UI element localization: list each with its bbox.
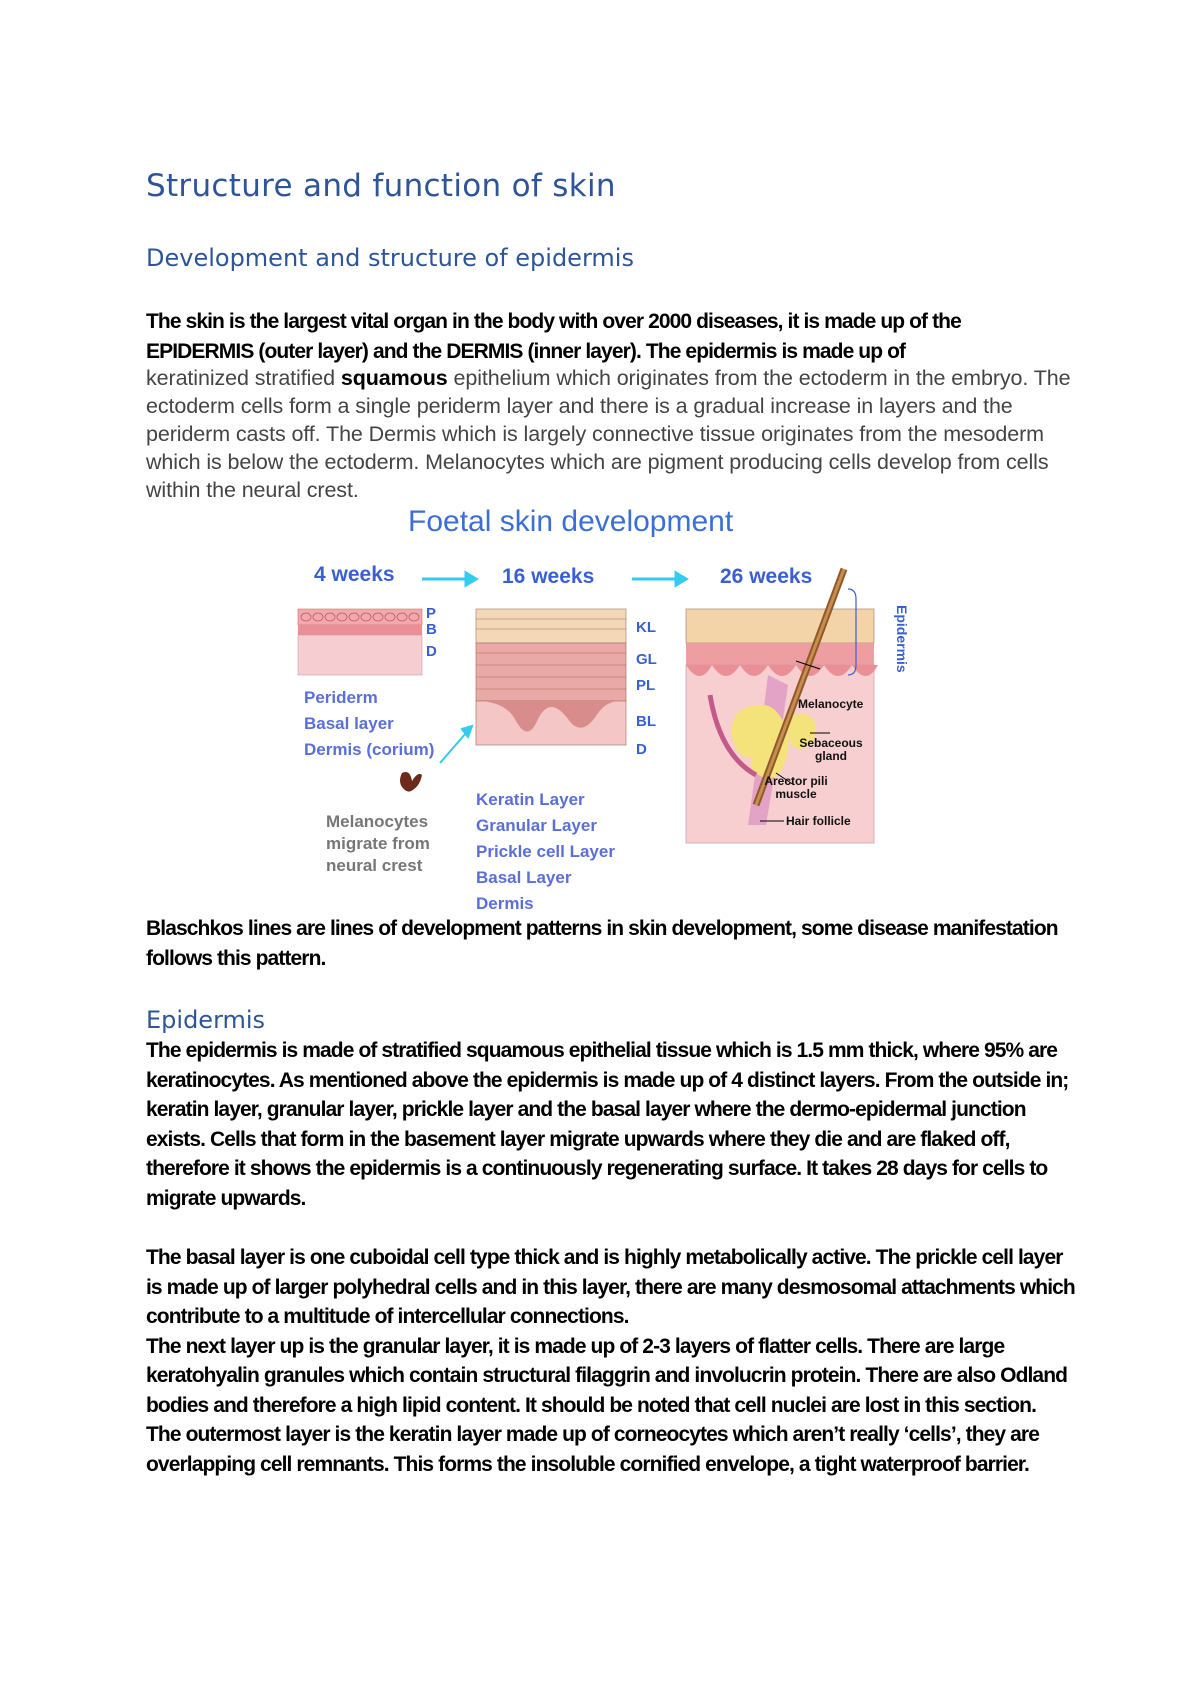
annotation-sebaceous-gland: Sebaceous gland [799,736,863,763]
melanocyte-note-line-3: neural crest [326,856,423,875]
annotation-arector-pili-muscle: Arector pili muscle [764,774,828,801]
melanocyte-pointer-arrow [440,726,472,763]
foetal-skin-figure [290,505,930,915]
figure-title: Foetal skin development [408,505,734,538]
legend-periderm: Periderm [304,688,378,707]
epidermis-paragraph-basal: The basal layer is one cuboidal cell type thick and is highly metabolically active. The prickle cell layer is made up of larger polyhedral cells and in this layer, there are many desmosomal attachments which contribute to a multitude of intercellular connections. [146,1246,1075,1328]
stage-16-weeks: 16 weeks [502,565,595,588]
section-heading-epidermis: Epidermis [146,1006,266,1034]
section-heading-development: Development and structure of epidermis [146,244,634,272]
annotation-melanocyte: Melanocyte [798,697,864,711]
intro-light-post: epithelium which originates from the ectoderm in the embryo. The ectoderm cells form a single periderm layer and there is a gradual increase in layers and the periderm casts off. The Dermis which is largely connective tissue originates from the mesoderm which is below the ectoderm. Melanocytes which are pigment producing cells develop from cells within the neural crest. [146,366,1071,502]
stage1-skin-block [298,609,422,675]
stage1-label-b: B [426,621,437,638]
melanocyte-note-line-2: migrate from [326,834,430,853]
document-title: Structure and function of skin [146,168,616,204]
intro-line-1: The skin is the largest vital organ in the body with over 2000 diseases, it is made up of the [146,310,961,333]
legend-keratin-layer: Keratin Layer [476,790,585,809]
blaschko-paragraph: Blaschkos lines are lines of development patterns in skin development, some disease manifestation follows this pattern. [146,917,1058,970]
legend-prickle-cell-layer: Prickle cell Layer [476,842,615,861]
stage-26-weeks: 26 weeks [720,565,813,588]
epidermis-vertical-label: Epidermis [894,605,910,673]
stage2-label-kl: KL [636,619,656,636]
legend-basal-layer: Basal layer [304,714,394,733]
stage2-label-d: D [636,741,647,758]
stage-arrow-2 [632,573,686,585]
stage2-label-bl: BL [636,713,656,730]
intro-line-2: EPIDERMIS (outer layer) and the DERMIS (inner layer). The epidermis is made up of [146,339,906,363]
legend-dermis-corium: Dermis (corium) [304,740,435,759]
epidermis-paragraph-granular: The next layer up is the granular layer, it is made up of 2-3 layers of flatter cells. There are large keratohyalin granules which contain structural filaggrin and involucrin protein. There are also Odland bodies and therefore a high lipid content. It should be noted that cell nuclei are lost in this section. [146,1334,1068,1417]
legend-dermis: Dermis [476,894,534,913]
stage1-label-d: D [426,643,437,660]
epidermis-paragraph-group-2 [146,1243,1076,1479]
epidermis-paragraph-keratin: The outermost layer is the keratin layer made up of corneocytes which aren’t really ‘cells’, they are overlapping cell remnants. This forms the insoluble cornified envelope, a tight waterproof barrier. [146,1423,1039,1476]
intro-light-pre: keratinized stratified [146,366,341,390]
legend-granular-layer: Granular Layer [476,816,597,835]
melanocyte-note [326,811,430,877]
epidermis-paragraph-1: The epidermis is made of stratified squamous epithelial tissue which is 1.5 mm thick, where 95% are keratinocytes. As mentioned above the epidermis is made up of 4 distinct layers. From the outside in; keratin layer, granular layer, prickle layer and the basal layer where the dermo-epidermal junction exists. Cells that form in the basement layer migrate upwards where they die and are flaked off, therefore it shows the epidermis is a continuously regenerating surface. It takes 28 days for cells to migrate upwards. [146,1039,1069,1210]
annotation-hair-follicle: Hair follicle [786,814,851,828]
melanocyte-glyph [400,772,422,792]
stage-arrow-1 [422,573,476,585]
melanocyte-note-line-1: Melanocytes [326,812,429,831]
intro-bold-paragraph [146,307,1076,366]
intro-strong-word: squamous [340,366,448,390]
legend-basal-layer-2: Basal Layer [476,868,572,887]
stage-4-weeks: 4 weeks [314,563,395,586]
stage1-legend [304,685,434,763]
stage2-label-gl: GL [636,651,657,668]
stage1-label-p: P [426,605,437,622]
stage2-legend [476,787,615,917]
intro-light-paragraph [146,364,1076,504]
stage2-skin-block [476,609,626,745]
stage2-label-pl: PL [636,677,656,694]
